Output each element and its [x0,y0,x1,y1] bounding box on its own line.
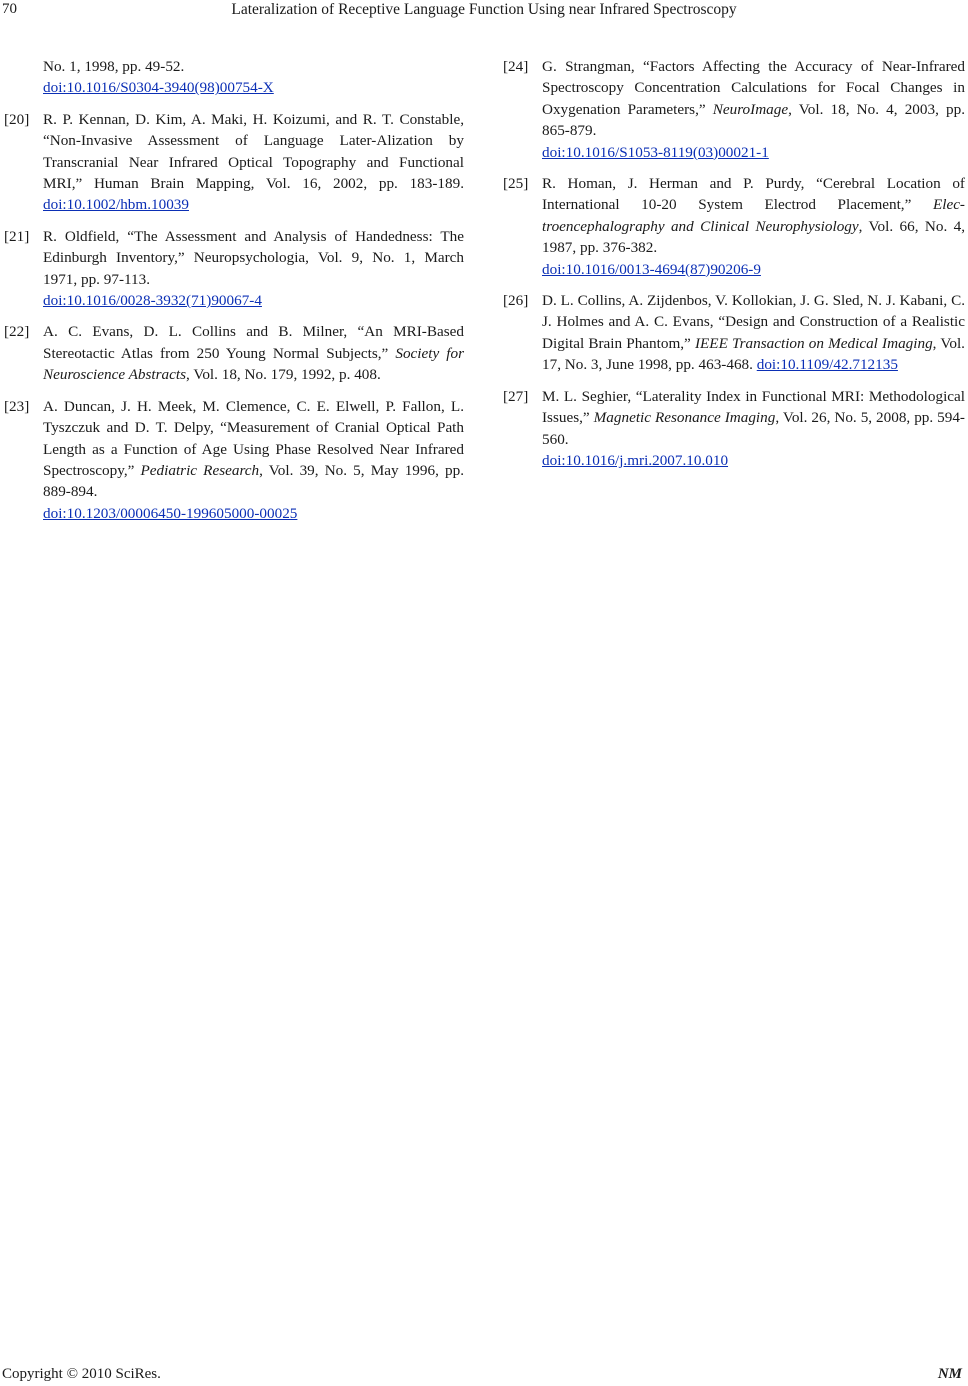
right-column [503,56,965,481]
reference-details: , Vol. 18, No. 179, 1992, p. 408. [186,366,381,384]
reference-22 [4,321,464,385]
reference-27 [503,386,965,472]
reference-details: , Vol. 26, No. 5, 2008, pp. 594-560. [542,409,965,448]
reference-text: G. Strangman, “Factors Affecting the Accuracy of Near-Infrared Spectroscopy Concentration Calculations for Focal Changes in Oxygenation Parameters,” [542,58,965,118]
copyright-notice: Copyright © 2010 SciRes. [2,1366,161,1382]
reference-number: [20] [4,110,30,128]
reference-24 [503,56,965,163]
reference-number: [27] [503,387,529,405]
reference-21 [4,226,464,312]
reference-26 [503,290,965,376]
journal-title: Elec-troencephalography and Clinical Neurophysiology [542,196,965,235]
running-title: Lateralization of Receptive Language Function Using near Infrared Spectroscopy [231,1,737,18]
journal-title: IEEE Transaction on Medical Imaging [694,334,933,352]
reference-23 [4,396,464,524]
journal-title: Pediatric Research [140,461,260,479]
reference-text: R. Homan, J. Herman and P. Purdy, “Cerebral Location of International 10-20 System Electrod Placement,” [542,175,965,214]
reference-details: , Vol. 17, No. 3, June 1998, pp. 463-468. [542,334,965,374]
reference-number: [21] [4,227,30,245]
journal-title: Society for Neuroscience Abstracts [43,344,465,384]
left-column [4,56,464,534]
page-header [0,0,968,24]
doi-link[interactable]: doi:10.1016/0013-4694(87)90206-9 [542,260,761,278]
reference-text: D. L. Collins, A. Zijdenbos, V. Kollokian, J. G. Sled, N. J. Kabani, C. J. Holmes and A. C. Evans, “Design and Construction of a Realistic Digital Brain Phantom,” [542,292,965,352]
reference-text: R. Oldfield, “The Assessment and Analysis of Handedness: The Edinburgh Inventory,” Neuropsychologia, Vol. 9, No. 1, March 1971, pp. 97-113. [43,227,464,288]
doi-link[interactable]: doi:10.1203/00006450-199605000-00025 [43,504,298,522]
doi-link[interactable]: doi:10.1016/j.mri.2007.10.010 [542,451,729,469]
reference-text: R. P. Kennan, D. Kim, A. Maki, H. Koizumi, and R. T. Constable, “Non-Invasive Assessment of Language Later-Alization by Transcranial Near Infrared Optical Topography and Functional MRI,” Human Brain Mapping, Vol. 16, 2002, pp. 183-189. [43,110,464,193]
journal-title: Magnetic Resonance Imaging [593,409,776,427]
reference-25 [503,173,965,280]
reference-number: [24] [503,58,529,75]
reference-details: , Vol. 66, No. 4, 1987, pp. 376-382. [542,217,965,257]
doi-link[interactable]: doi:10.1016/S0304-3940(98)00754-X [43,79,274,97]
reference-text: A. Duncan, J. H. Meek, M. Clemence, C. E. Elwell, P. Fallon, L. Tyszczuk and D. T. Delpy, “Measurement of Cranial Optical Path Length as a Function of Age Using Phase Resolved Near Infrared Spectroscopy,” [43,397,464,479]
page-footer [0,1366,968,1386]
doi-link[interactable]: doi:10.1002/hbm.10039 [43,196,189,214]
reference-text: No. 1, 1998, pp. 49-52. [43,58,185,75]
journal-title: NeuroImage [712,100,789,118]
reference-number: [25] [503,175,529,193]
reference-number: [26] [503,292,529,310]
reference-text: A. C. Evans, D. L. Collins and B. Milner, “An MRI-Based Stereotactic Atlas from 250 Young Normal Subjects,” [43,323,464,362]
doi-link[interactable]: doi:10.1016/S1053-8119(03)00021-1 [542,143,769,161]
reference-number: [23] [4,397,30,415]
reference-number: [22] [4,323,30,341]
reference-20 [4,109,464,216]
reference-details: , Vol. 18, No. 4, 2003, pp. 865-879. [542,100,965,140]
reference-details: , Vol. 39, No. 5, May 1996, pp. 889-894. [43,461,464,501]
reference-continuation [4,56,464,99]
page-number: 70 [2,1,17,17]
reference-text: M. L. Seghier, “Laterality Index in Functional MRI: Methodological Issues,” [542,387,965,427]
doi-link[interactable]: doi:10.1016/0028-3932(71)90067-4 [43,292,262,310]
doi-link[interactable]: doi:10.1109/42.712135 [756,356,898,374]
journal-code: NM [937,1366,962,1382]
